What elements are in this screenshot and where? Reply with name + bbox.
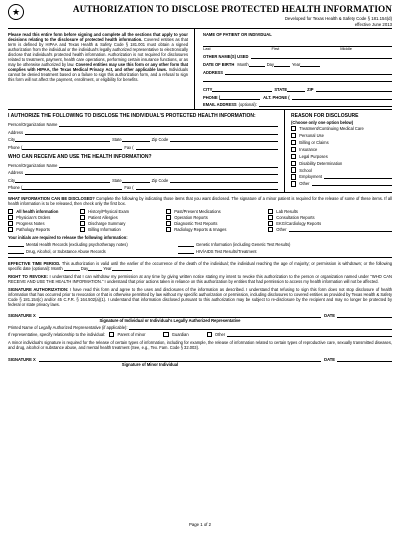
initials-field[interactable] [8, 249, 24, 254]
checkbox[interactable] [291, 167, 296, 172]
terms-section [8, 261, 392, 307]
reason-subheading: (Choose only one option below) [291, 119, 354, 125]
info-item[interactable]: Physician's Orders [8, 215, 78, 220]
discloser-state-field[interactable] [122, 137, 150, 142]
expiry-month-field[interactable] [64, 266, 80, 271]
checkbox[interactable] [291, 140, 296, 145]
info-item[interactable]: Discharge Summary [80, 221, 164, 226]
intro-text: Please read this entire form before signing and complete all the sections that apply to your decisions relating to the disclosure of protected health information. Covered entities as that term is defined by HIPAA and Texas Health & Safety Code § 181.001 must obtain a signed authorization from the individual or the individual's legally authorized representative to electronically disclose that individual's protected health information. Authorization is not required for disclosures related to treatment, payment, health care operations, performing certain insurance functions, or as may be otherwise authorized by law. Covered entities may use this form or any other form that complies with HIPAA, the Texas Medical Privacy Act, and other applicable laws. Individuals cannot be denied treatment based on a failure to sign this authorization form, and a refusal to sign this form will not affect the payment, enrollment, or eligibility for benefits. [8, 29, 195, 109]
checkbox[interactable] [80, 215, 85, 220]
dob-year-field[interactable] [300, 62, 320, 67]
info-item[interactable]: Past/Present Medications [166, 209, 266, 214]
form-title: AUTHORIZATION TO DISCLOSE PROTECTED HEALTH INFORMATION [72, 4, 392, 14]
printed-name-field[interactable] [129, 325, 392, 330]
checkbox[interactable] [291, 133, 296, 138]
reason-option[interactable]: Other [291, 181, 392, 186]
what-instructions: WHAT INFORMATION CAN BE DISCLOSED? Complete the following by indicating those items that you want disclosed. The signature of a minor patient is required for the release of some of these items. If all health information is to be released, then check only the first box. [8, 196, 392, 207]
checkbox[interactable] [268, 227, 273, 232]
right-to-revoke-text: RIGHT TO REVOKE: I understand that I can withdraw my permission at any time by giving written notice stating my intent to revoke this authorization to the person or organization named under "WHO CAN RECEIVE AND USE THE HEALTH INFORMATION." I understand that prior actions taken in reliance on this authorization by entities that had permission to access my health information will not be affected. [8, 274, 392, 285]
name-captions: Last First Middle [203, 45, 352, 51]
checkbox[interactable] [291, 181, 296, 186]
authorize-heading: I AUTHORIZE THE FOLLOWING TO DISCLOSE THE INDIVIDUAL'S PROTECTED HEALTH INFORMATION: [8, 113, 256, 120]
discloser-zip-field[interactable] [170, 137, 278, 142]
dob-day-field[interactable] [274, 62, 290, 67]
signature-authorization-text: SIGNATURE AUTHORIZATION: I have read this form and agree to the uses and disclosures of the information as described. I understand that refusing to sign this form does not stop disclosure of health information that has occurred prior to revocation or that is otherwise permitted by law without my specific authorization or permission, including disclosures to covered entities as provided by Texas Health & Safety Code § 181.154(c) and/or 45 C.F.R. § 164.502(a)(1). I understand that information disclosed pursuant to this authorization may be subject to re-disclosure by the recipient and may no longer be protected by federal or state privacy laws. [8, 287, 392, 307]
patient-heading: NAME OF PATIENT OR INDIVIDUAL [203, 32, 272, 37]
initials-item[interactable]: HIV/AIDS Test Results/Treatment [178, 249, 392, 254]
initials-item[interactable]: Genetic Information (including Genetic Test Results) [178, 242, 392, 247]
checkbox[interactable] [8, 215, 13, 220]
info-item[interactable]: Pathology Reports [8, 227, 78, 232]
info-item[interactable]: Lab Results [268, 209, 392, 214]
texas-seal-icon: ★ [8, 4, 24, 20]
checkbox[interactable] [291, 161, 296, 166]
checkbox[interactable] [80, 209, 85, 214]
checkbox[interactable] [291, 174, 296, 179]
reason-option[interactable]: Legal Purposes [291, 154, 392, 159]
initials-list [8, 241, 392, 254]
disclosure-section [8, 110, 392, 192]
patient-info: NAME OF PATIENT OR INDIVIDUAL Last First Middle OTHER NAME(S) USED DATE OF BIRTH Month Day Year ADDRESS CITY STATE ZIP PHONE ( ALT. PHONE ( EMAIL ADDRESS (optional): [195, 29, 392, 109]
relationship-other-field[interactable] [227, 332, 392, 337]
info-item[interactable]: EKG/Cardiology Reports [268, 221, 392, 226]
checkbox[interactable] [291, 126, 296, 131]
info-item[interactable]: Consultation Reports [268, 215, 392, 220]
info-checklist [8, 208, 392, 232]
signature-date-field[interactable] [337, 313, 392, 318]
reason-option[interactable]: Disability Determination [291, 161, 392, 166]
reason-option[interactable]: School [291, 167, 392, 172]
divider [8, 257, 392, 258]
checkbox[interactable] [291, 154, 296, 159]
discloser-fax-field[interactable] [136, 145, 278, 150]
minor-date-field[interactable] [337, 357, 392, 362]
checkbox[interactable] [80, 221, 85, 226]
other-names-field[interactable] [251, 54, 393, 59]
checkbox[interactable] [268, 209, 273, 214]
zip-field[interactable] [316, 87, 392, 92]
dob-month-field[interactable] [249, 62, 265, 67]
checkbox[interactable] [166, 227, 171, 232]
discloser-city-field[interactable] [15, 137, 110, 142]
discloser-phone-field[interactable] [22, 145, 122, 150]
other-checkbox[interactable] [207, 332, 212, 337]
expiry-day-field[interactable] [88, 266, 102, 271]
info-item[interactable]: Operation Reports [166, 215, 266, 220]
reason-option[interactable]: Personal Use [291, 133, 392, 138]
info-item[interactable]: Other [268, 227, 392, 232]
info-item[interactable]: Radiology Reports & Images [166, 227, 266, 232]
email-field[interactable] [259, 102, 392, 107]
recipient-phone-field[interactable] [22, 185, 122, 190]
discloser-address-field[interactable] [25, 130, 278, 135]
signature-line: SIGNATURE X DATE [8, 313, 392, 318]
checkbox[interactable] [166, 209, 171, 214]
initials-field[interactable] [178, 242, 194, 247]
checkbox[interactable] [8, 209, 13, 214]
recipient-fax-field[interactable] [136, 185, 278, 190]
phone-field[interactable] [220, 95, 260, 100]
minor-signature-caption: Signature of Minor Individual [121, 362, 179, 368]
what-information-section [8, 193, 392, 254]
address-field[interactable] [225, 70, 392, 75]
form-page [8, 4, 392, 527]
form-header [8, 4, 392, 28]
reason-for-disclosure [285, 110, 392, 192]
info-item[interactable]: Diagnostic Test Reports [166, 221, 266, 226]
alt-phone-field[interactable] [292, 95, 392, 100]
initials-field[interactable] [178, 249, 194, 254]
minor-text: A minor individual's signature is required for the release of certain types of information, including for example, the release of information related to certain types of reproductive care, sexually transmitted diseases, and drug, alcohol or substance abuse, and mental health treatment (See, e.g., Tex. Fam. Code § 32.003). [8, 340, 392, 351]
parent-checkbox[interactable] [109, 332, 114, 337]
signature-caption: Signature of Individual or Individual's Legally Authorized Representative [99, 317, 241, 323]
intro-and-patient [8, 29, 392, 109]
initials-item[interactable]: Drug, Alcohol, or Substance Abuse Records [8, 249, 178, 254]
reason-heading: REASON FOR DISCLOSURE [291, 113, 359, 120]
minor-signature-line: SIGNATURE X DATE [8, 357, 392, 362]
info-item[interactable]: Progress Notes [8, 221, 78, 226]
page-number: Page 1 of 2 [189, 521, 211, 527]
reason-option[interactable]: Employment [291, 174, 392, 179]
recipient-name-field[interactable] [59, 163, 278, 168]
reason-option[interactable]: Insurance [291, 147, 392, 152]
recipient-city-field[interactable] [15, 178, 110, 183]
recipient-address-field[interactable] [25, 170, 278, 175]
checkbox[interactable] [8, 221, 13, 226]
guardian-checkbox[interactable] [163, 332, 168, 337]
discloser-info: I AUTHORIZE THE FOLLOWING TO DISCLOSE THE INDIVIDUAL'S PROTECTED HEALTH INFORMATION: Person/Organization Name Address City State Zip Code Phone ( Fax ( WHO CAN RECEIVE AND USE THE HEALTH INFORMATION? Person/Organization Name Address City State Zip Code Phone ( Fax ( [8, 110, 285, 192]
signature-section: SIGNATURE X DATE Signature of Individual or Individual's Legally Authorized Representative Printed Name of Legally Authorized Representative (if applicable): If representative, specify relationship to the individual: Parent of minor Guardian Other A minor individual's signature is required for the release of certain types of information, including for example, the release of information related to certain types of reproductive care, sexually transmitted diseases, and drug, alcohol or substance abuse, and mental health treatment (See, e.g., Tex. Fam. Code § 32.003). SIGNATURE X DATE Signature of Minor Individual [8, 312, 392, 368]
expiry-year-field[interactable] [112, 266, 132, 271]
initials-item[interactable]: Mental Health Records (excluding psychotherapy notes) [8, 242, 178, 247]
info-item[interactable]: Patient Allergies [80, 215, 164, 220]
relationship-row: If representative, specify relationship to the individual: Parent of minor Guardian Other [8, 332, 392, 337]
checkbox[interactable] [80, 227, 85, 232]
address-line2-field[interactable] [203, 77, 392, 82]
info-item[interactable]: All health information [8, 209, 78, 214]
discloser-name-field[interactable] [59, 122, 278, 127]
minor-signature-field[interactable] [39, 357, 321, 362]
info-item[interactable]: History/Physical Exam [80, 209, 164, 214]
effective-date-text: effective June 2013 [354, 21, 392, 27]
city-field[interactable] [212, 87, 272, 92]
effective-time-text: EFFECTIVE TIME PERIOD. This authorization is valid until the earlier of the occurrence of the death of the individual; the individual reaching the age of majority; or permission is withdrawn; or the following specific date (optional): Month Day Year [8, 261, 393, 272]
patient-name-field[interactable] [203, 42, 392, 47]
who-heading: WHO CAN RECEIVE AND USE THE HEALTH INFORMATION? [8, 153, 152, 160]
initials-heading: Your initials are required to release the following information: [8, 234, 128, 240]
checkbox[interactable] [166, 221, 171, 226]
checkbox[interactable] [8, 227, 13, 232]
checkbox[interactable] [291, 147, 296, 152]
initials-field[interactable] [8, 242, 24, 247]
info-item[interactable]: Billing Information [80, 227, 164, 232]
checkbox[interactable] [268, 221, 273, 226]
checkbox[interactable] [166, 215, 171, 220]
reason-option[interactable]: Billing or Claims [291, 140, 392, 145]
form-subtitle [285, 16, 392, 27]
recipient-zip-field[interactable] [170, 178, 278, 183]
recipient-state-field[interactable] [122, 178, 150, 183]
reason-option[interactable]: Treatment/Continuing Medical Care [291, 126, 392, 131]
developed-for-text: Developed for Texas Health & Safety Code § 181.154(d) [284, 16, 392, 21]
state-field[interactable] [287, 87, 305, 92]
checkbox[interactable] [268, 215, 273, 220]
